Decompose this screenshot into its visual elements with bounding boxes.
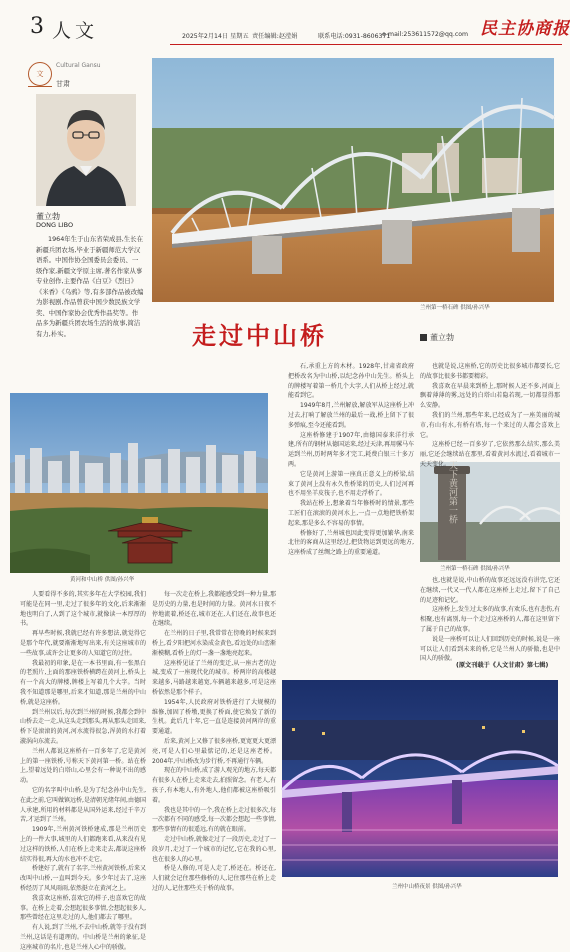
- header-editor: 责任编辑:赵滢娟: [252, 33, 298, 40]
- text-column-3: 石,承重上方的木材。1928年,甘肃省政府把桥改名为中山桥,以纪念孙中山先生。桥头上的牌楼写着第一桥几个大字,人们从桥上经过,就能看到它。 1949年8月,兰州解放,解放军从这座桥上冲过去,打响了解放兰州的最后一战,桥上留下了很多弹痕,至今还能看到。 这座桥修建于1907年,由德国泰来洋行承建,所有的钢材从德国运来,经过天津,再用骡马车运到兰州,历时两年多才完工,耗费白银三十多万两。 它是黄河上游第一座真正意义上的桥梁,结束了黄河上没有永久性桥梁的历史,人们过河再也不用坐羊皮筏子,也不用走浮桥了。 我站在桥上,想象着当年修桥时的情景,那些工匠们在滚滚的黄河水上,一点一点地把铁桥架起来,那是多么不容易的事情。 桥修好了,兰州城也因此变得更加繁华,南来北往的客商从这里经过,把货物运到更远的地方,这座桥成了丝绸之路上的重要通道。: [288, 363, 414, 557]
- stele-photo-caption: 兰州第一桥石碑 供图/孙兴华: [440, 566, 510, 572]
- column-name: 甘肃: [56, 80, 70, 88]
- bridge-photo: [152, 58, 554, 302]
- city-photo: [10, 393, 268, 573]
- city-photo-caption: 黄河和中山桥 供图/孙兴华: [70, 577, 135, 583]
- article-title: 走过中山桥: [192, 321, 327, 350]
- stele-photo: [420, 462, 560, 562]
- header-email[interactable]: e-mail:253611572@qq.com: [382, 31, 469, 38]
- newspaper-brand: 民主协商报: [480, 19, 570, 39]
- text-column-1: 人要看得不多的,其实多年在大学校园,我们可能是在同一里,走过了很多年的文化,后来渐渐地也明白了,人到了这个城市,就像读一本厚厚的书。 再早些时候,我就已经有许多想法,就觉得它是那个年代,就要渐渐地写出来,有关这座城市的一些故事,或许会让更多的人知道它的过往。 我最初的印象,是在一本书里面,有一张黑白的老照片,上面的那座铁桥横跨在黄河上,桥头上有一个高大的牌楼,牌楼上写着几个大字。当时我不知道那是哪里,后来才知道,那是兰州的中山桥,就是这座桥。 到兰州以后,每次到兰州的时候,我都会到中山桥去走一走,从这头走到那头,再从那头走回来,桥下是滚滚的黄河,河水流得很急,浑黄的水打着漩涡向东流去。 兰州人都说这座桥有一百多年了,它是黄河上的第一座铁桥,号称天下黄河第一桥。站在桥上,望着远处的白塔山,心里会有一种说不出的感动。 它的名字叫中山桥,是为了纪念孙中山先生,在此之前,它叫做镇远桥,是清朝光绪年间,由德国人承建,所用的材料都是从国外运来,经过千辛万苦,才运到了兰州。 1909年,兰州黄河铁桥建成,那是兰州历史上的一件大事,城里的人们都跑来看,从来没有见过这样的铁桥,人们在桥上走来走去,都说这座桥结实得很,再大的水也冲不走它。 桥建好了,就有了名字,兰州黄河铁桥,后来又改叫中山桥,一直叫到今天。多少年过去了,这座桥经历了风风雨雨,依然挺立在黄河之上。 我喜欢这座桥,喜欢它的样子,也喜欢它的故事。在桥上走着,会想起很多事情,会想起很多人,那些曾经在这里走过的人,他们都去了哪里。 有人说,到了兰州,不去中山桥,就等于没有到兰州,这话是有道理的。中山桥是兰州的象征,是这座城市的名片,也是兰州人心中的骄傲。: [20, 591, 146, 951]
- header-date: 2025年2月14日 星期五: [182, 33, 249, 40]
- night-photo: [282, 680, 558, 877]
- column-name-en: Cultural Gansu: [56, 62, 101, 69]
- author-box: [24, 58, 150, 368]
- text-column-5: 也,也就是说,中山桥的故事还远远没有讲完,它还在继续,一代又一代人都在这座桥上走过,留下了自己的足迹和记忆。 这座桥上,发生过太多的故事,有欢乐,也有悲伤,有相聚,也有离别,每一个走过这座桥的人,都在这里留下了属于自己的故事。 说是一座桥可以让人们回到历史的时候,说是一座可以让人们看到未来的桥,它是兰州人的骄傲,也是中国人的骄傲。: [420, 577, 560, 663]
- night-photo-caption: 兰州中山桥夜景 供图/孙兴华: [392, 884, 462, 890]
- author-bio: 1964年生于山东省荣成县,生长在新疆兵团农场,毕业于新疆师范大学汉语系。中国作协全国委员会委员、一级作家,新疆文学原主席,著名作家从事专业创作,主要作品《白豆》《烈日》《米香》《乌鸦》等,有多部作品被改编为影视剧,作品曾获中国少数民族文学奖、中国作家协会优秀作品奖等。作品多为新疆兵团农场生活的故事,简洁有力,朴实。: [36, 235, 144, 338]
- author-name: 董立勃: [36, 212, 60, 221]
- header-rule: [170, 44, 562, 45]
- text-column-2: 每一次走在桥上,我都能感受到一种力量,那是历史的力量,也是时间的力量。黄河水日夜不停地流着,桥还在,城市还在,人们还在,故事也还在继续。 在兰州的日子里,我常常在傍晚的时候来到桥上,看夕阳把河水染成金黄色,看远处的山峦渐渐模糊,看桥上的灯一盏一盏地亮起来。 这座桥见证了兰州的变迁,从一座古老的边城,变成了一座现代化的城市。桥两岸的高楼越来越多,马路越来越宽,车辆越来越多,可是这座桥依然是那个样子。 1954年,人民政府对铁桥进行了大规模的维修,加固了桥墩,更换了桥面,使它焕发了新的生机。此后几十年,它一直是连接黄河两岸的重要通道。 后来,黄河上又修了很多座桥,更宽更大更漂亮,可是人们心里最惦记的,还是这座老桥。2004年,中山桥改为步行桥,不再通行车辆。 现在的中山桥,成了游人观光的地方,每天都有很多人在桥上走来走去,拍照留念。有老人,有孩子,有本地人,有外地人,他们都被这座桥吸引着。 我也是其中的一个,我在桥上走过很多次,每一次都有不同的感受,每一次都会想起一些事情,那些事情有的很遥远,有的就在眼前。 走过中山桥,就像走过了一段历史,走过了一段岁月,走过了一个城市的记忆,它在我的心里,也在很多人的心里。 桥是人修的,可是人走了,桥还在。桥还在,人们就会记住那些修桥的人,记住那些在桥上走过的人,记住那些关于桥的故事。: [152, 591, 276, 892]
- byline-square-icon: [420, 334, 427, 341]
- page-number: 3: [30, 14, 44, 39]
- section-title: 人文: [52, 20, 99, 42]
- stele-inscription: 天下黄河第一桥: [447, 460, 457, 524]
- top-photo-caption: 兰州第一桥石碑 供图/孙兴华: [420, 305, 490, 311]
- badge-divider: [28, 86, 52, 87]
- column-badge-icon: 文: [28, 62, 52, 86]
- byline-name: 董立勃: [430, 333, 454, 342]
- header-phone: 联系电话:0931-8606371: [318, 33, 391, 40]
- article-signature: (原文刊载于《人文甘肃》第七辑): [456, 662, 549, 669]
- article-byline: [420, 332, 454, 343]
- text-column-4: 也就是说,这座桥,它的历史比很多城市都要长,它的故事比很多书都要精彩。 我喜欢在早晨来到桥上,那时候人还不多,河面上飘着薄薄的雾,远处的白塔山若隐若现,一切都显得那么安静。 我们的兰州,那些年来,已经成为了一座美丽的城市,有山有水,有桥有塔,每一个来过的人都会喜欢上它。 这座桥已经一百多岁了,它依然那么结实,那么美丽,它还会继续站在那里,看着黄河水流过,看着城市一天天变化。: [420, 363, 560, 468]
- author-portrait: [36, 94, 136, 206]
- author-name-pinyin: DONG LIBO: [36, 221, 74, 229]
